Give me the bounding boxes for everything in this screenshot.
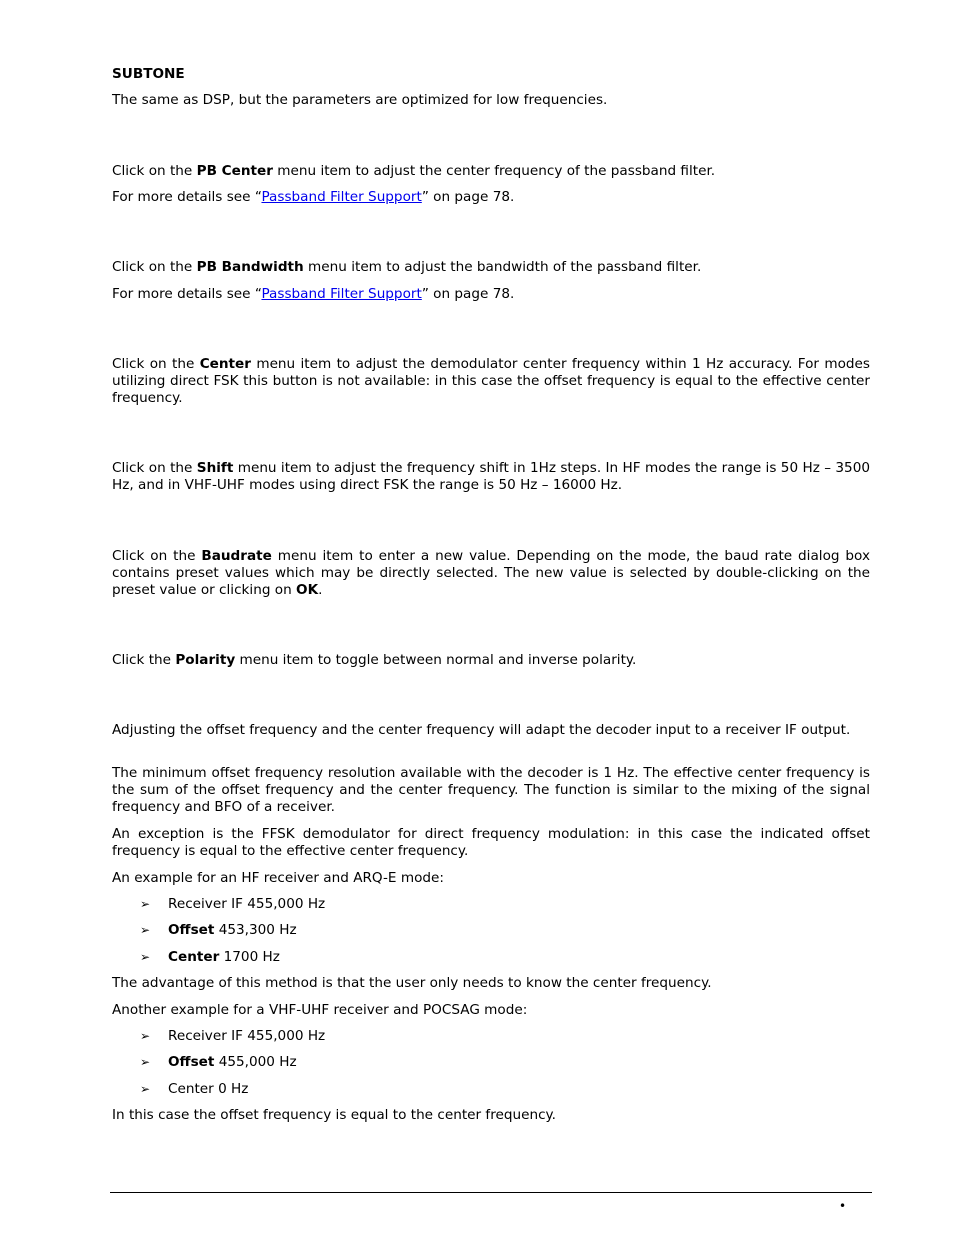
list-item-bold: Offset xyxy=(168,1054,215,1070)
text-fragment: menu item to adjust the bandwidth of the passband filter. xyxy=(303,259,702,275)
list-item-bold: Offset xyxy=(168,922,215,938)
list-item-text: Receiver IF 455,000 Hz xyxy=(168,1028,326,1044)
text-fragment: Click on the xyxy=(112,548,202,564)
pb-bandwidth-text xyxy=(112,259,870,276)
pb-center-text xyxy=(112,163,870,180)
text-fragment: menu item to enter a new value. Depending on the mode, the baud rate dialog box contains preset values which may be directly selected. The new value is selected by double-clicking on the preset value or clicking on xyxy=(112,548,870,598)
arrow-bullet-icon: ➢ xyxy=(140,1029,151,1043)
footer-divider xyxy=(110,1192,872,1193)
arrow-bullet-icon: ➢ xyxy=(140,1055,151,1069)
pb-bandwidth-reference xyxy=(112,286,870,303)
baudrate-text xyxy=(112,548,870,599)
text-fragment: . xyxy=(318,582,323,598)
offset-paragraph-2: The minimum offset frequency resolution available with the decoder is 1 Hz. The effective center frequency is the sum of the offset frequency and the center frequency. The function is similar to the mixing of the signal frequency and BFO of a receiver. xyxy=(112,765,870,815)
menu-item-name: PB Bandwidth xyxy=(196,259,304,275)
pb-center-reference xyxy=(112,189,870,206)
text-fragment: Click on the xyxy=(112,163,197,179)
text-fragment: Click the xyxy=(112,652,176,668)
list-item-bold: Center xyxy=(168,949,220,965)
section-title-subtone: SUBTONE xyxy=(112,66,185,82)
menu-item-name: Polarity xyxy=(175,652,236,668)
arrow-bullet-icon: ➢ xyxy=(140,923,151,937)
list-item-text: Receiver IF 455,000 Hz xyxy=(168,896,326,912)
text-fragment: menu item to toggle between normal and inverse polarity. xyxy=(235,652,637,668)
text-fragment: For more details see “ xyxy=(112,286,262,302)
arrow-bullet-icon: ➢ xyxy=(140,1082,151,1096)
footer-bullet-icon: • xyxy=(839,1199,847,1213)
list-item xyxy=(140,896,860,913)
list-item xyxy=(140,949,860,966)
text-fragment: menu item to adjust the frequency shift in 1Hz steps. In HF modes the range is 50 Hz – 3500 Hz, and in VHF-UHF modes using direct FSK the range is 50 Hz – 16000 Hz. xyxy=(112,460,870,493)
menu-item-name: Shift xyxy=(196,460,234,476)
text-fragment: Click on the xyxy=(112,356,200,372)
list-item-text: 1700 Hz xyxy=(219,949,280,965)
list-item xyxy=(140,1028,860,1045)
menu-item-name: Center xyxy=(199,356,251,372)
list-item-text: 453,300 Hz xyxy=(214,922,297,938)
subtone-text: The same as DSP, but the parameters are optimized for low frequencies. xyxy=(112,92,608,108)
text-fragment: For more details see “ xyxy=(112,189,262,205)
shift-text xyxy=(112,460,870,494)
text-fragment: Click on the xyxy=(112,259,197,275)
ok-label: OK xyxy=(296,582,319,598)
list-item xyxy=(140,922,860,939)
list-item xyxy=(140,1054,860,1071)
list-item-text: Center 0 Hz xyxy=(168,1081,249,1097)
text-fragment: menu item to adjust the center frequency of the passband filter. xyxy=(272,163,716,179)
passband-filter-support-link[interactable]: Passband Filter Support xyxy=(261,189,422,205)
offset-paragraph-3: An exception is the FFSK demodulator for direct frequency modulation: in this case the indicated offset frequency is equal to the effective center frequency. xyxy=(112,826,870,859)
menu-item-name: PB Center xyxy=(196,163,273,179)
text-fragment: ” on page 78. xyxy=(421,189,515,205)
center-text xyxy=(112,356,870,407)
text-fragment: Click on the xyxy=(112,460,197,476)
menu-item-name: Baudrate xyxy=(201,548,272,564)
offset-paragraph-6: Another example for a VHF-UHF receiver and POCSAG mode: xyxy=(112,1002,528,1018)
offset-paragraph-5: The advantage of this method is that the user only needs to know the center frequency. xyxy=(112,975,712,991)
arrow-bullet-icon: ➢ xyxy=(140,897,151,911)
text-fragment: ” on page 78. xyxy=(421,286,515,302)
offset-paragraph-1: Adjusting the offset frequency and the center frequency will adapt the decoder input to a receiver IF output. xyxy=(112,722,851,738)
offset-paragraph-4: An example for an HF receiver and ARQ-E mode: xyxy=(112,870,444,886)
list-item xyxy=(140,1081,860,1098)
arrow-bullet-icon: ➢ xyxy=(140,950,151,964)
offset-paragraph-7: In this case the offset frequency is equal to the center frequency. xyxy=(112,1107,556,1123)
text-fragment: menu item to adjust the demodulator center frequency within 1 Hz accuracy. For modes utilizing direct FSK this button is not available: in this case the offset frequency is equal to the effective center frequency. xyxy=(112,356,870,406)
list-item-text: 455,000 Hz xyxy=(214,1054,297,1070)
passband-filter-support-link[interactable]: Passband Filter Support xyxy=(261,286,422,302)
polarity-text xyxy=(112,652,870,669)
